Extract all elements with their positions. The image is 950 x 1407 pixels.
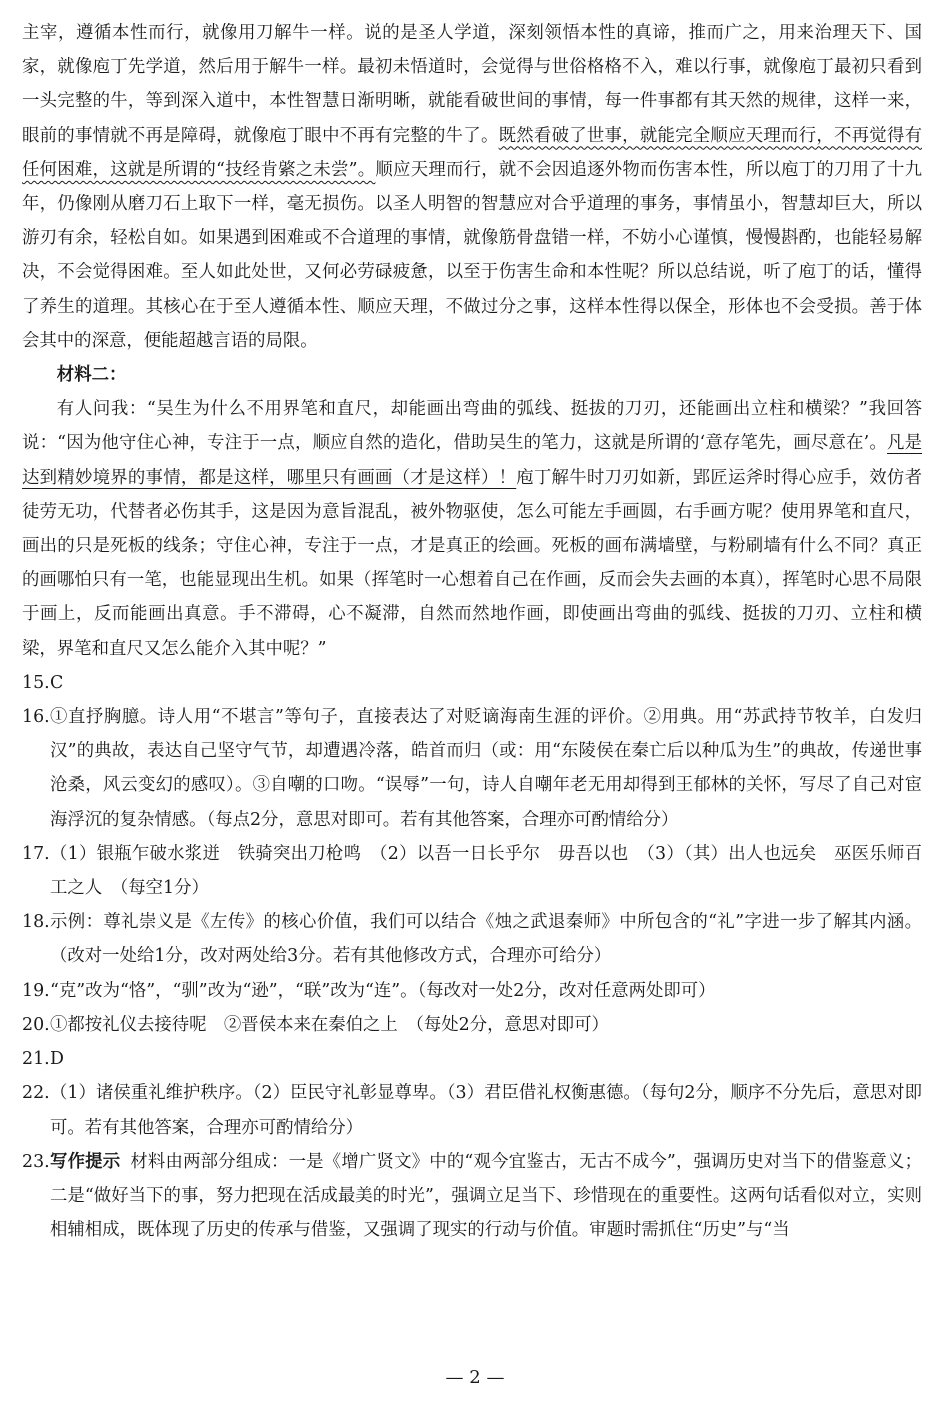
- answer-20: [22, 1008, 922, 1042]
- answer-number: 17.: [22, 843, 50, 864]
- writing-hint-body: 材料由两部分组成：一是《增广贤文》中的“观今宜鉴古，无古不成今”，强调历史对当下的借鉴意义；二是“做好当下的事，努力把现在活成最美的时光”，强调立足当下、珍惜现在的重要性。这两句话看似对立，实则相辅相成，既体现了历史的传承与借鉴，又强调了现实的行动与价值。审题时需抓住“历史”与“当: [50, 1151, 922, 1241]
- material-one-paragraph: [22, 16, 922, 358]
- answer-16: [22, 700, 922, 837]
- answer-text: D: [50, 1049, 64, 1070]
- material-two-text-end: 庖丁解牛时刀刃如新，郢匠运斧时得心应手，效仿者徒劳无功，代替者必伤其手，这是因为意旨混乱，被外物驱使，怎么可能左手画圆，右手画方呢？使用界笔和直尺，画出的只是死板的线条；守住心神，专注于一点，才是真正的绘画。死板的画布满墙壁，与粉刷墙有什么不同？真正的画哪怕只有一笔，也能显现出生机。如果（挥笔时一心想着自己在作画，反而会失去画的本真），挥笔时心思不局限于画上，反而能画出真意。手不滞碍，心不凝滞，自然而然地作画，即使画出弯曲的弧线、挺拔的刀刃、立柱和横梁，界笔和直尺又怎么能介入其中呢？”: [22, 467, 922, 659]
- answer-19: [22, 974, 922, 1008]
- answer-text: （1）诸侯重礼维护秩序。（2）臣民守礼彰显尊卑。（3）君臣借礼权衡惠德。（每句2分，顺序不分先后，意思对即可。若有其他答案，合理亦可酌情给分）: [50, 1083, 922, 1138]
- answer-text: ①直抒胸臆。诗人用“不堪言”等句子，直接表达了对贬谪海南生涯的评价。②用典。用“苏武持节牧羊，白发归汉”的典故，表达自己坚守气节，却遭遇冷落，皓首而归（或：用“东陵侯在秦亡后以种瓜为生”的典故，传递世事沧桑，风云变幻的感叹）。③自嘲的口吻。“误辱”一句，诗人自嘲年老无用却得到王郁林的关怀，写尽了自己对宦海浮沉的复杂情感。（每点2分，意思对即可。若有其他答案，合理亦可酌情给分）: [50, 707, 922, 830]
- writing-hint-label: 写作提示: [50, 1151, 121, 1172]
- material-two-text-start: 有人问我：“吴生为什么不用界笔和直尺，却能画出弯曲的弧线、挺拔的刀刃，还能画出立柱和横梁？”我回答说：“因为他守住心神，专注于一点，顺应自然的造化，借助吴生的笔力，这就是所谓的‘意存笔先，画尽意在’。: [22, 399, 922, 454]
- answer-text: “克”改为“恪”，“驯”改为“逊”，“联”改为“连”。（每改对一处2分，改对任意两处即可）: [50, 980, 716, 1001]
- answer-number: 15.: [22, 672, 50, 693]
- answer-23: [22, 1145, 922, 1248]
- answer-22: [22, 1076, 922, 1144]
- answer-17: [22, 837, 922, 905]
- answer-text: C: [50, 672, 64, 693]
- material-two-paragraph: [22, 392, 922, 666]
- page-number: — 2 —: [445, 1367, 505, 1388]
- writing-hint-text: [50, 1145, 922, 1248]
- answer-text: ①都按礼仪去接待呢 ②晋侯本来在秦伯之上 （每处2分，意思对即可）: [50, 1014, 609, 1035]
- answer-number: 21.: [22, 1049, 50, 1070]
- answer-number: 22.: [22, 1083, 50, 1104]
- answer-21: [22, 1042, 922, 1076]
- answer-18: [22, 905, 922, 973]
- underlined-sentence: 凡是达到精妙境界的事情，都是这样，哪里只有画画（才是这样）！: [22, 433, 922, 488]
- material-one-text-end: 顺应天理而行，就不会因追逐外物而伤害本性，所以庖丁的刀用了十九年，仍像刚从磨刀石上取下一样，毫无损伤。以圣人明智的智慧应对合乎道理的事务，事情虽小，智慧却巨大，所以游刃有余，轻松自如。如果遇到困难或不合道理的事情，就像筋骨盘错一样，不妨小心谨慎，慢慢斟酌，也能轻易解决，不会觉得困难。至人如此处世，又何必劳碌疲惫，以至于伤害生命和本性呢？所以总结说，听了庖丁的话，懂得了养生的道理。其核心在于至人遵循本性、顺应天理，不做过分之事，这样本性得以保全，形体也不会受损。善于体会其中的深意，便能超越言语的局限。: [22, 159, 922, 351]
- answer-number: 16.: [22, 707, 50, 728]
- answer-number: 19.: [22, 980, 50, 1001]
- answer-text: （1）银瓶乍破水浆迸 铁骑突出刀枪鸣 （2）以吾一日长乎尔 毋吾以也 （3）（其）出人也远矣 巫医乐师百工之人 （每空1分）: [50, 843, 922, 899]
- answer-text: 示例：尊礼崇义是《左传》的核心价值，我们可以结合《烛之武退秦师》中所包含的“礼”字进一步了解其内涵。（改对一处给1分，改对两处给3分。若有其他修改方式，合理亦可给分）: [50, 912, 922, 967]
- answer-number: 18.: [22, 912, 50, 933]
- answer-15: [22, 666, 922, 700]
- material-two-heading: 材料二：: [56, 365, 127, 386]
- material-one-text-start: 主宰，遵循本性而行，就像用刀解牛一样。说的是圣人学道，深刻领悟本性的真谛，推而广之，用来治理天下、国家，就像庖丁先学道，然后用于解牛一样。最初未悟道时，会觉得与世俗格格不入，难以行事，就像庖丁最初只看到一头完整的牛，等到深入道中，本性智慧日渐明晰，就能看破世间的事情，每一件事都有其天然的规律，这样一来，眼前的事情就不再是障碍，就像庖丁眼中不再有完整的牛了。: [22, 23, 922, 146]
- wavy-underlined-sentence: 既然看破了世事，就能完全顺应天理而行，不再觉得有任何困难，这就是所谓的“技经肯綮之未尝”。: [22, 125, 922, 180]
- answer-number: 20.: [22, 1014, 50, 1035]
- answer-number: 23.: [22, 1151, 50, 1172]
